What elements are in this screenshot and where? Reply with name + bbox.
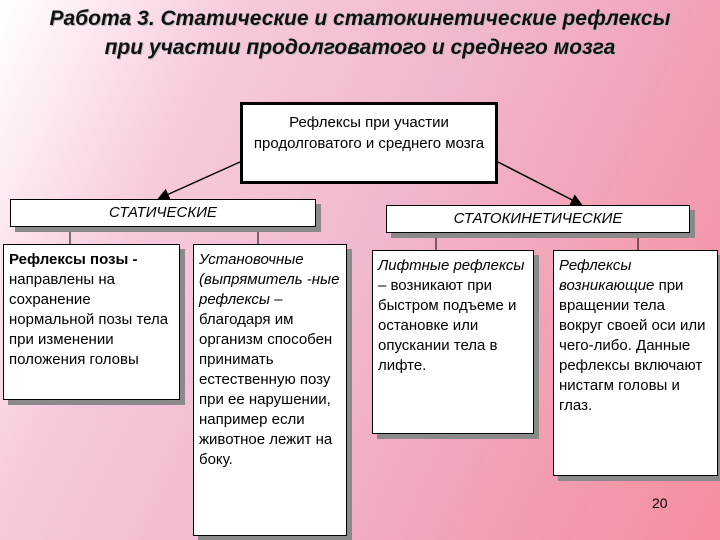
card-posture-reflexes	[3, 244, 180, 400]
card-lead: Установочные (выпрямитель -ные рефлексы	[199, 251, 340, 308]
card-rotation-reflexes	[553, 250, 718, 476]
arrow-to-static	[160, 162, 240, 198]
statokinetic-reflexes-header: СТАТОКИНЕТИЧЕСКИЕ	[386, 205, 690, 233]
card-lead: Лифтные рефлексы	[378, 257, 525, 274]
page-number: 20	[652, 495, 668, 511]
card-text: при вращении тела вокруг своей оси или чего-либо. Данные рефлексы включают нистагм головы и глаз.	[559, 277, 706, 414]
card-text: – возникают при быстром подъеме и остановке или опускании тела в лифте.	[378, 277, 517, 374]
card-lead: Рефлексы возникающие	[559, 257, 655, 294]
card-lift-reflexes	[372, 250, 534, 434]
static-reflexes-header: СТАТИЧЕСКИЕ	[10, 199, 316, 227]
card-text: – благодаря им организм способен принимать естественную позу при ее нарушении, например если животное лежит на боку.	[199, 291, 333, 468]
card-text: направлены на сохранение нормальной позы тела при изменении положения головы	[9, 271, 169, 368]
central-concept-box: Рефлексы при участии продолговатого и среднего мозга	[240, 102, 498, 184]
slide-title: Работа 3. Статические и статокинетические рефлексы при участии продолговатого и среднего мозга	[49, 7, 671, 59]
card-righting-reflexes	[193, 244, 347, 536]
arrow-to-kinetic	[498, 162, 580, 204]
card-lead: Рефлексы позы -	[9, 251, 138, 268]
